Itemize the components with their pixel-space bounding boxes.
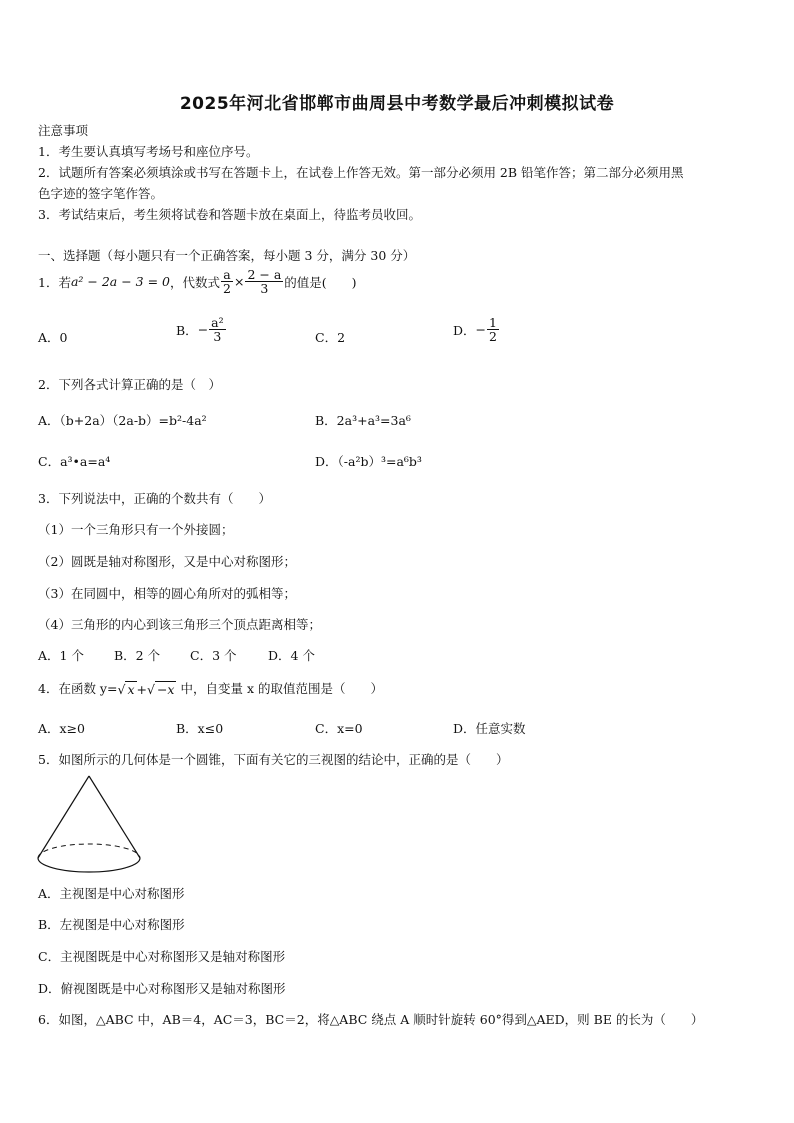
q4-option-b: B．x≤0 <box>176 721 224 736</box>
q1-opt-d-neg: − <box>475 322 487 338</box>
question-6-stem: 6．如图，△ABC 中，AB＝4，AC＝3，BC＝2，将△ABC 绕点 A 顺时针旋转 60°得到△AED，则 BE 的长为（ ） <box>38 1012 704 1027</box>
q4-prefix: 4．在函数 y= <box>38 681 118 696</box>
notice-item-1: 1．考生要认真填写考场号和座位序号。 <box>38 144 259 159</box>
q1-frac2-num: 2 − a <box>247 267 282 282</box>
cone-base-back <box>38 844 140 858</box>
q3-statement-4: （4）三角形的内心到该三角形三个顶点距离相等； <box>38 617 321 632</box>
q1-opt-b-label: B． <box>176 322 198 338</box>
q1-times: × <box>233 274 245 290</box>
q4-plus: + <box>136 682 147 697</box>
q3-option-c: C．3 个 <box>190 648 237 663</box>
question-5-stem: 5．如图所示的几何体是一个圆锥，下面有关它的三视图的结论中，正确的是（ ） <box>38 752 509 767</box>
section-heading: 一、选择题（每小题只有一个正确答案，每小题 3 分，满分 30 分） <box>38 248 416 263</box>
notice-item-2-cont: 色字迹的签字笔作答。 <box>38 186 164 201</box>
notice-heading: 注意事项 <box>38 123 89 138</box>
q4-rad1: x <box>127 682 135 697</box>
q4-option-a: A．x≥0 <box>38 721 86 736</box>
q1-opt-d-den: 2 <box>489 329 497 345</box>
sqrt-icon: √ <box>117 682 126 697</box>
q1-frac1-num: a <box>223 267 231 282</box>
q2-option-a: A．（b+2a）（2a-b）=b²-4a² <box>38 413 207 428</box>
q4-option-d: D．任意实数 <box>453 721 526 736</box>
q5-option-a: A．主视图是中心对称图形 <box>38 886 185 901</box>
q2-option-b: B．2a³+a³=3a⁶ <box>315 413 411 428</box>
q4-option-c: C．x=0 <box>315 721 363 736</box>
q1-prefix: 1．若 <box>38 274 71 290</box>
q5-option-b: B．左视图是中心对称图形 <box>38 917 185 932</box>
q1-frac2-den: 3 <box>260 281 269 297</box>
q3-option-a: A．1 个 <box>38 648 84 663</box>
q4-suffix: 中，自变量 x 的取值范围是（ ） <box>180 681 383 696</box>
q1-suffix: 的值是( ) <box>284 274 357 290</box>
cone-right-edge <box>89 776 140 858</box>
question-2-stem: 2．下列各式计算正确的是（ ） <box>38 377 221 392</box>
q1-opt-b-neg: − <box>197 322 209 338</box>
q5-option-c: C．主视图既是中心对称图形又是轴对称图形 <box>38 949 286 964</box>
q5-option-d: D．俯视图既是中心对称图形又是轴对称图形 <box>38 981 286 996</box>
q1-opt-b-num: a² <box>211 315 224 330</box>
q1-fraction-2 <box>245 268 283 295</box>
page-title: 2025年河北省邯郸市曲周县中考数学最后冲刺模拟试卷 <box>179 94 615 114</box>
sqrt-icon: √ <box>146 682 155 697</box>
q1-option-b <box>176 316 227 343</box>
q1-opt-b-fraction <box>209 316 225 343</box>
q4-radical-2 <box>147 681 177 697</box>
cone-base-front <box>38 858 140 872</box>
q1-opt-d-label: D． <box>453 322 476 338</box>
q1-opt-b-den: 3 <box>213 329 222 345</box>
q3-statement-1: （1）一个三角形只有一个外接圆； <box>38 522 234 537</box>
cone-figure <box>36 772 142 876</box>
q1-opt-d-fraction <box>487 316 499 343</box>
q4-radical-1 <box>117 681 136 697</box>
q3-option-d: D．4 个 <box>268 648 315 663</box>
notice-item-2: 2．试题所有答案必须填涂或书写在答题卡上，在试卷上作答无效。第一部分必须用 2B 铅笔作答；第二部分必须用黑 <box>38 165 684 180</box>
q4-rad2: −x <box>156 682 175 697</box>
q1-option-c: C．2 <box>315 330 346 345</box>
q3-option-b: B．2 个 <box>114 648 161 663</box>
q1-fraction-1 <box>221 268 233 295</box>
q1-option-d <box>453 316 500 343</box>
q1-equation: a² − 2a − 3 = 0 <box>70 274 170 290</box>
q3-statement-3: （3）在同圆中，相等的圆心角所对的弧相等； <box>38 586 296 601</box>
q1-opt-d-num: 1 <box>489 315 497 330</box>
question-4-stem <box>38 679 383 697</box>
q2-option-d: D．（-a²b）³=a⁶b³ <box>315 454 422 469</box>
question-3-stem: 3．下列说法中，正确的个数共有（ ） <box>38 491 271 506</box>
question-1-stem <box>38 268 357 295</box>
q1-mid: ，代数式 <box>170 274 221 290</box>
q3-statement-2: （2）圆既是轴对称图形，又是中心对称图形； <box>38 554 296 569</box>
notice-item-3: 3．考试结束后，考生须将试卷和答题卡放在桌面上，待监考员收回。 <box>38 207 421 222</box>
q1-frac1-den: 2 <box>223 281 231 297</box>
q1-option-a: A．0 <box>38 330 68 345</box>
q2-option-c: C．a³•a=a⁴ <box>38 454 111 469</box>
